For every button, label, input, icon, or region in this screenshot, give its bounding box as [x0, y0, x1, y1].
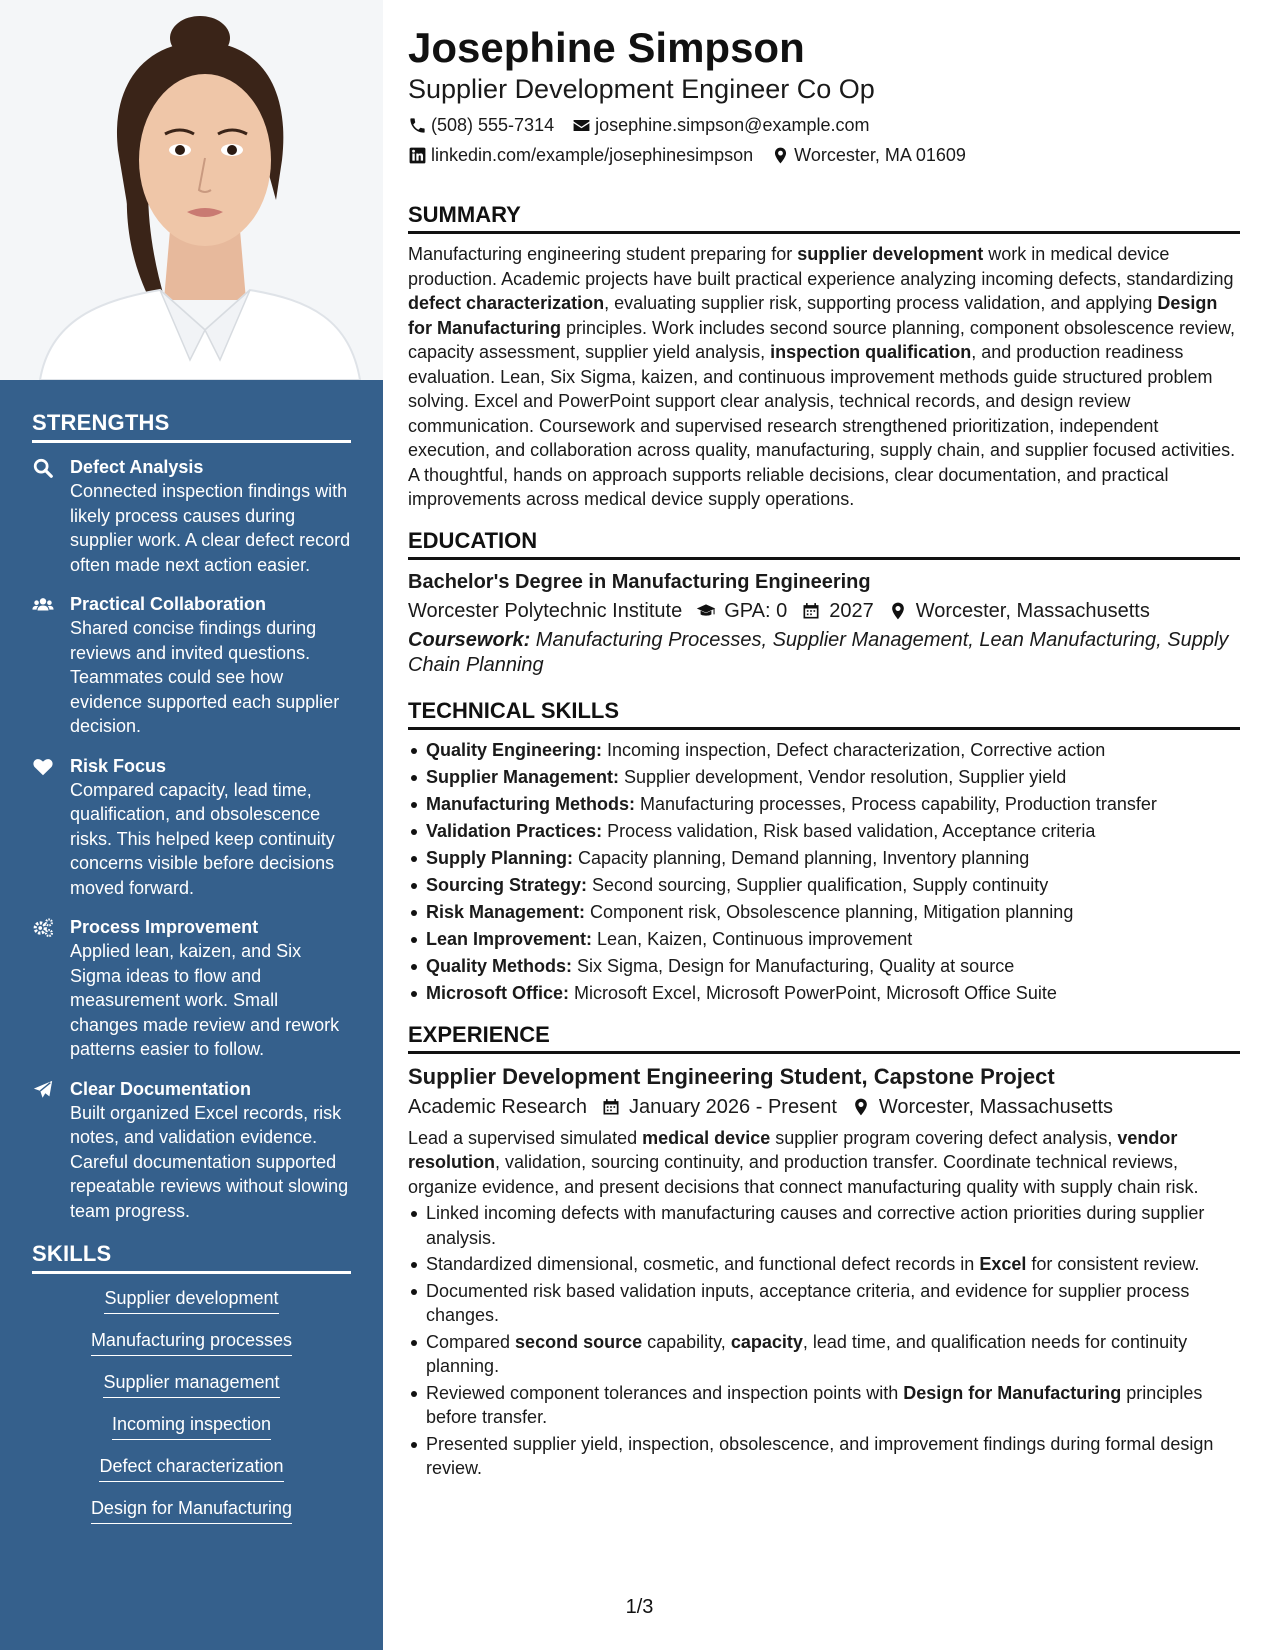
- summary-heading: SUMMARY: [408, 202, 1240, 234]
- experience-bullet: Presented supplier yield, inspection, obsolescence, and improvement findings during formal design review.: [408, 1432, 1240, 1481]
- experience-dates: [601, 1092, 837, 1122]
- contact-linkedin: [408, 142, 753, 168]
- technical-skill-item: Quality Engineering: Incoming inspection, Defect characterization, Corrective action: [408, 738, 1240, 763]
- year-text: 2027: [829, 599, 874, 622]
- summary-text: Manufacturing engineering student preparing for supplier development work in medical device production. Academic projects have built practical experience analyzing incoming defects, standardizing defect characterization, evaluating supplier risk, supporting process validation, and applying Design for Manufacturing principles. Work includes second source planning, component obsolescence review, capacity assessment, supplier yield analysis, inspection qualification, and production readiness evaluation. Lean, Six Sigma, kaizen, and continuous improvement methods guide structured problem solving. Excel and PowerPoint support clear analysis, technical records, and design review communication. Coursework and supervised research strengthened prioritization, independent execution, and collaboration across quality, manufacturing, supply chain, and supplier focused activities. A thoughtful, hands on approach supports reliable decisions, clear documentation, and practical improvements across medical device supply operations.: [408, 244, 1236, 509]
- strengths-heading: STRENGTHS: [32, 410, 351, 443]
- strength-item: [32, 592, 351, 739]
- technical-skills-heading: TECHNICAL SKILLS: [408, 698, 1240, 730]
- map-pin-icon: [851, 1097, 871, 1117]
- experience-section: [408, 1022, 1240, 1481]
- strength-item: [32, 915, 351, 1062]
- experience-bullet: Reviewed component tolerances and inspection points with Design for Manufacturing principles before transfer.: [408, 1381, 1240, 1430]
- experience-intro: Lead a supervised simulated medical device supplier program covering defect analysis, vendor resolution, validation, sourcing continuity, and production transfer. Coordinate technical reviews, organize evidence, and present decisions that connect manufacturing quality with supply chain risk.: [408, 1127, 1199, 1197]
- education-gpa: [696, 596, 787, 626]
- skill-item: Design for Manufacturing: [91, 1496, 292, 1524]
- contact-phone: [408, 112, 554, 138]
- linkedin-icon: [408, 146, 427, 165]
- skill-item: Supplier management: [103, 1370, 279, 1398]
- education-heading: EDUCATION: [408, 528, 1240, 560]
- phone-text[interactable]: (508) 555-7314: [431, 115, 555, 135]
- technical-skill-item: Risk Management: Component risk, Obsolescence planning, Mitigation planning: [408, 900, 1240, 925]
- education-location-text: Worcester, Massachusetts: [915, 599, 1150, 622]
- technical-skill-item: Supplier Management: Supplier development, Vendor resolution, Supplier yield: [408, 765, 1240, 790]
- coursework-list: Manufacturing Processes, Supplier Management, Lean Manufacturing, Supply Chain Planning: [408, 628, 1229, 676]
- strength-description: Connected inspection findings with likely process causes during supplier work. A clear defect record often made next action easier.: [70, 481, 351, 575]
- skill-item: Supplier development: [104, 1286, 278, 1314]
- skill-item: Defect characterization: [99, 1454, 283, 1482]
- strength-description: Built organized Excel records, risk notes, and validation evidence. Careful documentation supported repeatable reviews without slowing team progress.: [70, 1102, 349, 1221]
- technical-skill-item: Manufacturing Methods: Manufacturing processes, Process capability, Production transfer: [408, 792, 1240, 817]
- sidebar-content: [32, 410, 351, 1538]
- profile-photo-illustration: [0, 0, 383, 380]
- technical-skill-item: Validation Practices: Process validation, Risk based validation, Acceptance criteria: [408, 819, 1240, 844]
- technical-skill-item: Supply Planning: Capacity planning, Demand planning, Inventory planning: [408, 846, 1240, 871]
- gpa-text: GPA: 0: [724, 599, 788, 622]
- contact-row: [408, 142, 1240, 168]
- technical-skill-item: Microsoft Office: Microsoft Excel, Microsoft PowerPoint, Microsoft Office Suite: [408, 981, 1240, 1006]
- email-link[interactable]: josephine.simpson@example.com: [595, 115, 870, 135]
- strength-item: [32, 455, 351, 577]
- experience-title: Supplier Development Engineering Student, Capstone Project: [408, 1063, 1055, 1089]
- experience-bullets: [408, 1201, 1240, 1481]
- education-school: [408, 596, 682, 626]
- strength-item: [32, 1077, 351, 1224]
- search-icon: [32, 455, 70, 577]
- calendar-icon: [601, 1097, 621, 1117]
- technical-skill-item: Sourcing Strategy: Second sourcing, Supplier qualification, Supply continuity: [408, 873, 1240, 898]
- experience-bullet: Standardized dimensional, cosmetic, and functional defect records in Excel for consistent review.: [408, 1252, 1240, 1277]
- strength-description: Compared capacity, lead time, qualification, and obsolescence risks. This helped keep continuity concerns visible before decisions moved forward.: [70, 779, 335, 898]
- contact-location: [771, 142, 966, 168]
- strength-item: [32, 754, 351, 901]
- map-pin-icon: [771, 146, 790, 165]
- strength-title: Defect Analysis: [70, 457, 204, 477]
- location-text: Worcester, MA 01609: [794, 145, 966, 165]
- experience-bullet: Linked incoming defects with manufacturing causes and corrective action priorities during supplier analysis.: [408, 1201, 1240, 1250]
- technical-skills-list: [408, 738, 1240, 1006]
- experience-heading: EXPERIENCE: [408, 1022, 1240, 1054]
- main-content: [408, 22, 1240, 1483]
- experience-org: [408, 1092, 587, 1122]
- profile-photo: [0, 0, 383, 380]
- technical-skills-section: [408, 698, 1240, 1006]
- school-name: Worcester Polytechnic Institute: [408, 599, 683, 622]
- strength-description: Shared concise findings during reviews and invited questions. Teammates could see how evidence supported each supplier decision.: [70, 618, 340, 736]
- sidebar: [0, 0, 383, 1650]
- envelope-icon: [572, 116, 591, 135]
- org-name: Academic Research: [408, 1095, 587, 1118]
- paper-plane-icon: [32, 1077, 70, 1224]
- phone-icon: [408, 116, 427, 135]
- map-pin-icon: [888, 601, 908, 621]
- coursework: [408, 628, 1240, 678]
- candidate-title: Supplier Development Engineer Co Op: [408, 74, 875, 104]
- skills-heading: SKILLS: [32, 1241, 351, 1274]
- skill-list: [32, 1286, 351, 1524]
- strength-description: Applied lean, kaizen, and Six Sigma ideas to flow and measurement work. Small changes made review and rework patterns easier to follow.: [70, 941, 340, 1059]
- gears-icon: [32, 915, 70, 1062]
- experience-bullet: Compared second source capability, capacity, lead time, and qualification needs for continuity planning.: [408, 1330, 1240, 1379]
- contact-email: [572, 112, 869, 138]
- education-meta: [408, 596, 1240, 626]
- strength-title: Process Improvement: [70, 917, 259, 937]
- dates-text: January 2026 - Present: [628, 1095, 837, 1118]
- technical-skill-item: Lean Improvement: Lean, Kaizen, Continuous improvement: [408, 927, 1240, 952]
- education-location: [888, 596, 1150, 626]
- calendar-icon: [801, 601, 821, 621]
- technical-skill-item: Quality Methods: Six Sigma, Design for Manufacturing, Quality at source: [408, 954, 1240, 979]
- education-degree: Bachelor's Degree in Manufacturing Engineering: [408, 570, 871, 593]
- graduation-cap-icon: [696, 601, 716, 621]
- linkedin-link[interactable]: linkedin.com/example/josephinesimpson: [431, 145, 754, 165]
- coursework-label: Coursework:: [408, 628, 531, 651]
- heart-icon: [32, 754, 70, 901]
- education-year: [801, 596, 874, 626]
- users-icon: [32, 592, 70, 739]
- education-section: [408, 528, 1240, 678]
- page-number: 1/3: [625, 1596, 654, 1618]
- skill-item: Incoming inspection: [112, 1412, 271, 1440]
- strength-title: Risk Focus: [70, 755, 167, 776]
- candidate-name: Josephine Simpson: [408, 24, 805, 71]
- experience-location: [851, 1092, 1113, 1122]
- skill-item: Manufacturing processes: [91, 1328, 292, 1356]
- strength-title: Clear Documentation: [70, 1078, 252, 1099]
- experience-location-text: Worcester, Massachusetts: [878, 1095, 1114, 1118]
- experience-bullet: Documented risk based validation inputs, acceptance criteria, and evidence for supplier process changes.: [408, 1279, 1240, 1328]
- summary-section: [408, 202, 1240, 512]
- strength-title: Practical Collaboration: [70, 594, 267, 614]
- contact-row: [408, 112, 1240, 138]
- experience-meta: [408, 1092, 1240, 1122]
